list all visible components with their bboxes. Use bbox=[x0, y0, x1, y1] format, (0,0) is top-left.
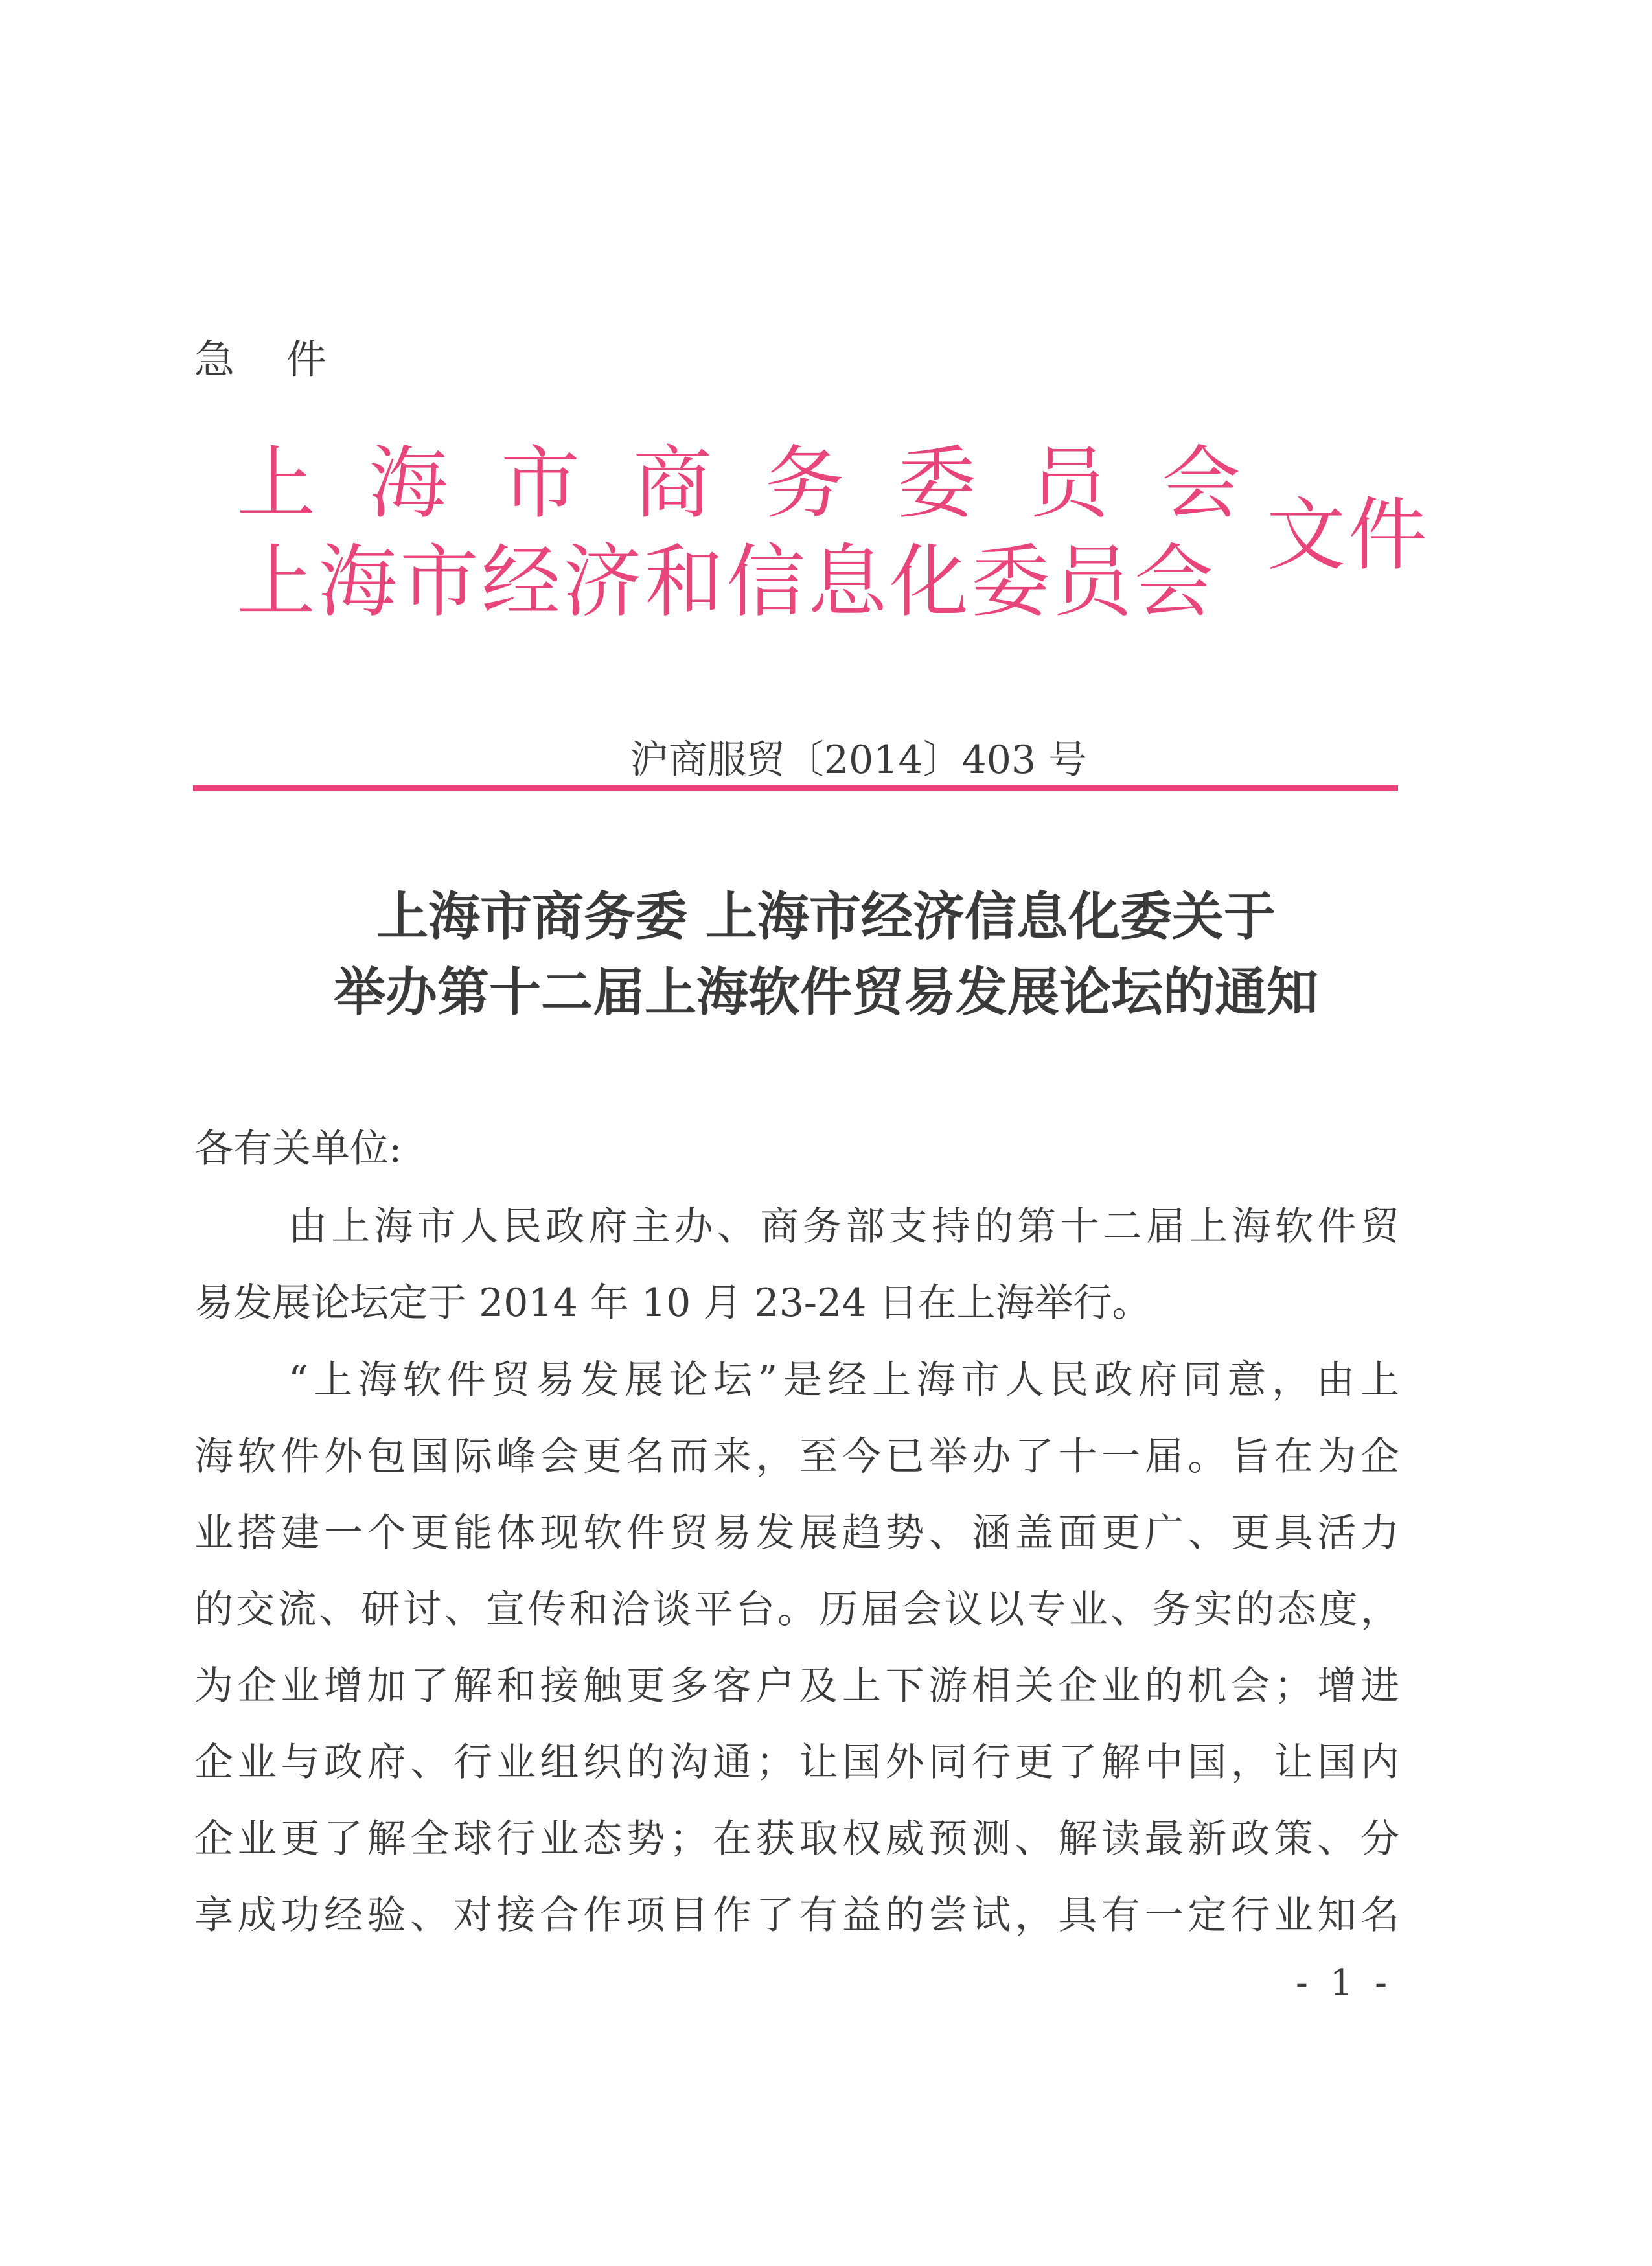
body-line: 企业与政府、行业组织的沟通；让国外同行更了解中国，让国内 bbox=[194, 1740, 1399, 1785]
header-divider bbox=[193, 785, 1398, 791]
body-line: 的交流、研讨、宣传和洽谈平台。历届会议以专业、务实的态度， bbox=[194, 1587, 1399, 1632]
page-number: - 1 - bbox=[1296, 1962, 1393, 2004]
issuer-commerce-commission: 上海市商务委员会 bbox=[236, 437, 1294, 529]
body-line: 享成功经验、对接合作项目作了有益的尝试，具有一定行业知名 bbox=[194, 1893, 1399, 1938]
salutation: 各有关单位: bbox=[194, 1126, 402, 1172]
issuer-economy-informatization-commission: 上海市经济和信息化委员会 bbox=[236, 536, 1216, 628]
urgency-label: 急 件 bbox=[194, 336, 346, 383]
body-line: 易发展论坛定于 2014 年 10 月 23-24 日在上海举行。 bbox=[194, 1280, 1151, 1326]
body-line: 业搭建一个更能体现软件贸易发展趋势、涵盖面更广、更具活力 bbox=[194, 1510, 1399, 1556]
body-line: 为企业增加了解和接触更多客户及上下游相关企业的机会；增进 bbox=[194, 1663, 1399, 1709]
document-number: 沪商服贸〔2014〕403 号 bbox=[629, 737, 1088, 783]
body-line: 企业更了解全球行业态势；在获取权威预测、解读最新政策、分 bbox=[194, 1816, 1399, 1862]
body-line: 由上海市人民政府主办、商务部支持的第十二届上海软件贸 bbox=[288, 1204, 1399, 1249]
document-title-line-2: 举办第十二届上海软件贸易发展论坛的通知 bbox=[334, 962, 1318, 1023]
document-title-line-1: 上海市商务委 上海市经济信息化委关于 bbox=[376, 886, 1276, 947]
body-line: “上海软件贸易发展论坛”是经上海市人民政府同意，由上 bbox=[288, 1358, 1399, 1403]
body-line: 海软件外包国际峰会更名而来，至今已举办了十一届。旨在为企 bbox=[194, 1434, 1399, 1479]
document-suffix: 文件 bbox=[1267, 489, 1430, 581]
document-header bbox=[236, 437, 1435, 632]
